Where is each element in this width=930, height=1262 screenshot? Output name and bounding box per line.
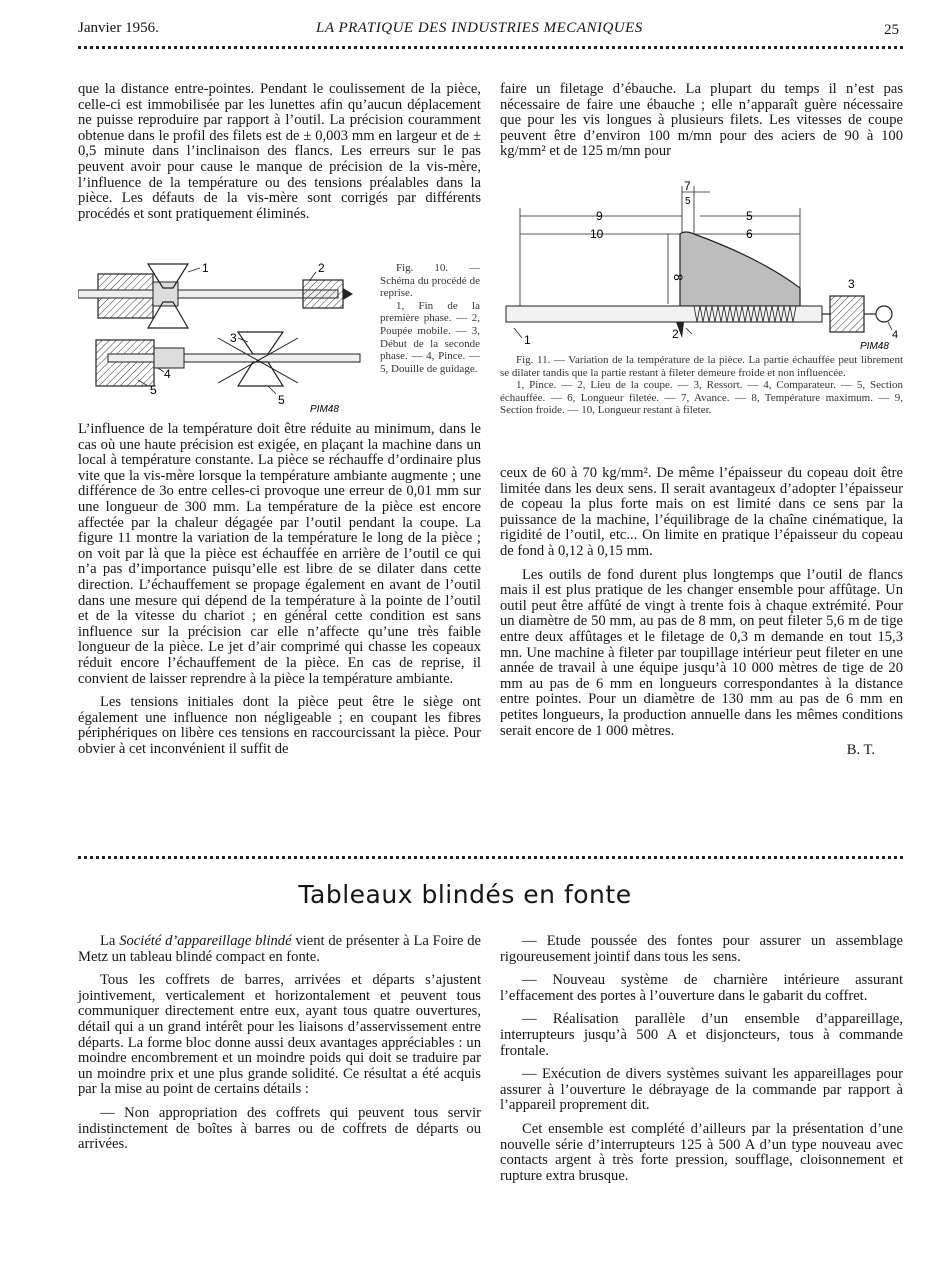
paragraph: L’influence de la température doit être réduite au minimum, dans le cas où une haute précision est exigée, en plaçant la machine dans un local à température constante. La pièce se réchauffe d’ordinaire plus vite que la vis-mère lorsque la température ambiante augmente ; une différence de 3o entre celles-ci provoque une erreur de 0,01 mm sur une longueur de 300 mm. La température de la pièce est encore affectée par la chaleur dégagée par l’outil pendant la coupe. La figure 11 montre la variation de la température le long de la pièce ; on voit par là que la pièce est échauffée en arrière de l’outil ce qui n’a pas d’importance puisqu’elle est libre de se dilater dans cette direction. L’échauffement se propage également en avant de l’outil dans une mesure qui dépend de la température à la pointe de l’outil et de la vitesse du chariot ; en général cette condition est sans influence sur la précision car elle n’affecte qu’une très faible longueur de la pièce. Le jet d’air comprimé qui chasse les copeaux réduit encore l’échauffement de la pièce. En cas de reprise, il convient de laisser reprendre à la pièce la température ambiante. [78, 421, 481, 687]
paragraph: Cet ensemble est complété d’ailleurs par la présentation d’une nouvelle série d’interrupteurs 125 à 500 A d’un type nouveau avec contacts argent à très forte pression, soufflage, cloisonnement et rupture extra brusque. [500, 1120, 903, 1184]
paragraph: — Etude poussée des fontes pour assurer un assemblage rigoureusement jointif dans tous les sens. [500, 933, 903, 965]
fig11-label: 10 [590, 227, 604, 241]
fig10-label: 4 [164, 367, 171, 381]
fig10-label: 2 [318, 261, 325, 275]
article2-right [500, 934, 903, 1184]
fig10-label: 3 [230, 331, 237, 345]
company-name: Société d’appareillage blindé [119, 933, 292, 949]
article2-title: Tableaux blindés en fonte [298, 880, 632, 909]
journal-title: LA PRATIQUE DES INDUSTRIES MECANIQUES [316, 20, 643, 36]
paragraph: que la distance entre-pointes. Pendant le coulissement de la pièce, celle-ci est immobilisée par les lunettes afin qu’aucun déplacement ne puisse reproduire par rapport à l’outil. La précision couramment obtenue dans le profil des filets est de ± 0,003 mm en largeur et de ± 0,5 minute dans l’inclinaison des flancs. Les erreurs sur le pas peuvent avoir pour cause le manque de précision de la vis-mère, l’influence de la température ou des tensions préalables dans la pièce. Les défauts de la vis-mère sont corrigés par différents procédés et sont pratiquement éliminés. [78, 81, 481, 222]
article1-right-bottom [500, 466, 903, 759]
fig10-mark: PIM48 [310, 404, 339, 415]
caption-legend: 1, Fin de la première phase. — 2, Poupée mobile. — 3, Début de la seconde phase. — 4, Pince. — 5, Douille de guidage. [380, 299, 480, 375]
signature: B. T. [846, 742, 875, 759]
figure-10-caption [380, 262, 480, 375]
fig11-label: 2 [672, 327, 679, 341]
paragraph: Tous les coffrets de barres, arrivées et départs s’ajustent jointivement, verticalement et horizontalement et peuvent tous communiquer directement entre eux, ayant tous quatre ouvertures, détail qui a un grand intérêt pour les liaisons d’asservissement entre départs. La forme bloc donne aussi deux avantages appréciables : un moindre encombrement et un moindre poids qui doit se traduire par un moindre prix et une plus grande solidité. Ce résultat a été acquis par la mise au point de certains détails : [78, 972, 481, 1098]
fig11-label: 4 [892, 329, 899, 341]
intro-pre: La [100, 933, 120, 949]
paragraph: ceux de 60 à 70 kg/mm². De même l’épaisseur du copeau doit être limitée dans les deux sens. Il serait avantageux d’adopter l’épaisseur de copeau la plus forte mais on est limité dans ce sens par la puissance de la machine, l’équilibrage de la chaîne cinématique, la rigidité de l’outil, etc... On limite en pratique l’épaisseur du copeau de fond à 0,12 à 0,15 mm. [500, 465, 903, 559]
paragraph: — Nouveau système de charnière intérieure assurant l’effacement des portes à l’ouverture dans le gabarit du coffret. [500, 972, 903, 1004]
paragraph: faire un filetage d’ébauche. La plupart du temps il n’est pas nécessaire de faire une ébauche ; elle n’apparaît guère nécessaire que pour les vis longues à plusieurs filets. Les vitesses de coupe peuvent être d’environ 100 m/mn pour des aciers de 90 à 100 kg/mm² et de 125 m/mn pour [500, 81, 903, 160]
page-number: 25 [884, 22, 899, 38]
fig11-label: 7 [684, 179, 691, 193]
figure-10 [78, 258, 374, 418]
fig11-label: 5 [685, 196, 691, 207]
figure-11-drawing [500, 178, 904, 350]
paragraph: Les tensions initiales dont la pièce peut être le siège ont également une influence non négligeable ; en coupant les fibres périphériques on libère ces tensions en raccourcissant la pièce. Pour obvier à cet inconvénient il suffit de [78, 694, 481, 757]
header-rule [78, 46, 903, 49]
figure-11 [500, 178, 904, 350]
section-rule [78, 856, 903, 859]
fig11-label: 3 [848, 277, 855, 291]
article1-left-bottom [78, 422, 481, 757]
fig11-label: 1 [524, 333, 531, 347]
fig11-label: 9 [596, 209, 603, 223]
paragraph: — Non appropriation des coffrets qui peuvent tous servir indistinctement de boîtes à barres ou de coffrets de départs ou arrivées. [78, 1104, 481, 1153]
article1-right-top [500, 82, 903, 160]
caption-title: Fig. 11. — Variation de la température de la pièce. La partie échauffée peut librement se dilater tandis que la partie restant à fileter demeure froide et non influencée. [500, 354, 903, 379]
fig11-label: 6 [746, 227, 753, 241]
article1-left-top [78, 82, 481, 222]
header-date: Janvier 1956. [78, 20, 159, 36]
figure-11-caption [500, 354, 903, 417]
intro-post: vient de présenter à La Foire de Metz un tableau blindé compact en fonte. [78, 933, 481, 965]
fig11-mark: PIM48 [860, 341, 889, 350]
paragraph: Les outils de fond durent plus longtemps que l’outil de flancs mais il est plus pratique de les changer ensemble pour affûtage. Un outil peut être affûté de vingt à trente fois à chaque extrémité. Pour un diamètre de 50 mm, au pas de 8 mm, on peut fileter 5,6 m de tige entre deux affûtages et le filetage de 0,3 m demande en tout 15,3 mn. Une machine à fileter par toupillage intérieur peut fileter en une année de travail à une équipe jusqu’à 10 000 mètres de tige de 20 mm au pas de 6 mm en longueurs correspondantes à la distance entre pointes. Pour un diamètre de 130 mm au pas de 6 mm en petites longueurs, la production annuelle dans les mêmes conditions serait encore de 1 000 mètres. [500, 566, 903, 739]
paragraph: — Réalisation parallèle d’un ensemble d’appareillage, interrupteurs jusqu’à 500 A et disjoncteurs, tous à commande frontale. [500, 1011, 903, 1059]
fig11-label: 8 [671, 274, 685, 281]
fig10-label: 5 [150, 383, 157, 397]
fig11-label: 5 [746, 209, 753, 223]
article2-left [78, 934, 481, 1153]
intro-paragraph [78, 934, 481, 965]
fig10-label: 1 [202, 261, 209, 275]
figure-10-drawing [78, 258, 374, 418]
caption-legend: 1, Pince. — 2, Lieu de la coupe. — 3, Ressort. — 4, Comparateur. — 5, Section échauffée. — 6, Longueur filetée. — 7, Avance. — 8, Température maximum. — 9, Section froide. — 10, Longueur restant à fileter. [500, 379, 903, 417]
caption-title: Fig. 10. — Schéma du procédé de reprise. [380, 262, 480, 300]
paragraph: — Exécution de divers systèmes suivant les appareillages pour assurer à l’ouverture le débrayage de la commande par rapport à l’appareil proprement dit. [500, 1066, 903, 1114]
fig10-label: 5 [278, 393, 285, 407]
